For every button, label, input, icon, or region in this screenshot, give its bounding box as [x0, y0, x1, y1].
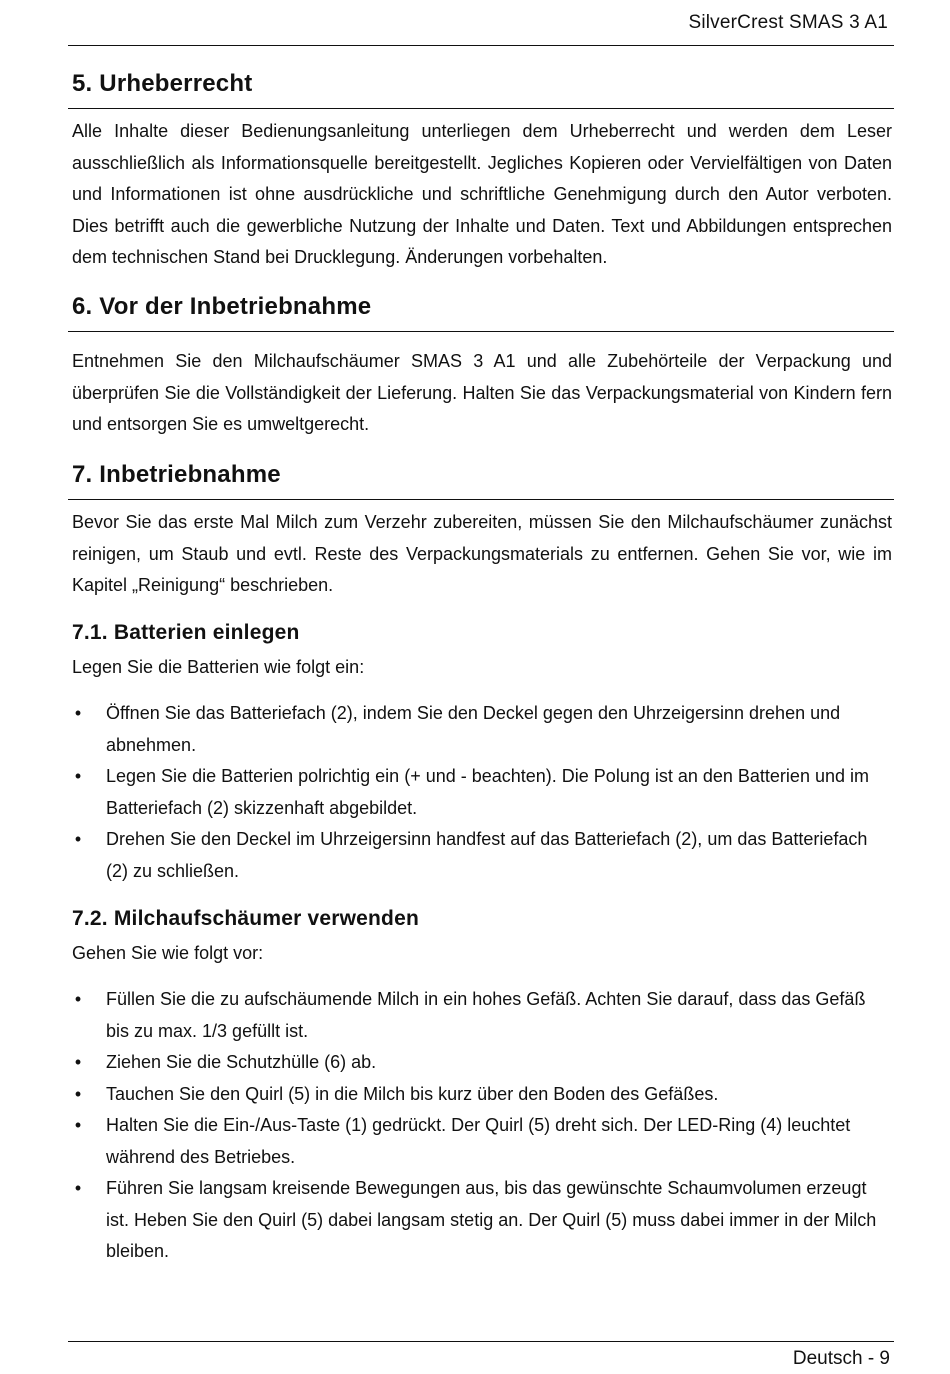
bullet-icon: •: [74, 766, 82, 786]
page-footer: Deutsch - 9: [792, 1348, 890, 1369]
list-item-text: Führen Sie langsam kreisende Bewegungen aus, bis das gewünschte Schaumvolumen erzeugt ist. Heben Sie den Quirl (5) dabei langsam stetig an. Der Quirl (5) muss dabei immer in der Milch bleiben.: [106, 1178, 877, 1261]
list-item-text: Öffnen Sie das Batteriefach (2), indem Sie den Deckel gegen den Uhrzeigersinn drehen und abnehmen.: [106, 703, 841, 755]
bullet-icon: •: [74, 1052, 82, 1072]
list-item-text: Tauchen Sie den Quirl (5) in die Milch bis kurz über den Boden des Gefäßes.: [106, 1083, 719, 1104]
list-item: [72, 761, 892, 824]
section-7-2-heading: 7.2. Milchaufschäumer verwenden: [72, 907, 419, 930]
section-5-body: Alle Inhalte dieser Bedienungsanleitung unterliegen dem Urheberrecht und werden dem Leser ausschließlich als Informationsquelle bereitgestellt. Jegliches Kopieren oder Vervielfältigen von Daten und Informationen ist ohne ausdrückliche und schriftliche Genehmigung durch den Autor verboten. Dies betrifft auch die gewerbliche Nutzung der Inhalte und Daten. Text und Abbildungen entsprechen dem technischen Stand bei Drucklegung. Änderungen vorbehalten.: [72, 121, 892, 267]
section-6-body: Entnehmen Sie den Milchaufschäumer SMAS 3 A1 und alle Zubehörteile der Verpackung und überprüfen Sie die Vollständigkeit der Lieferung. Halten Sie das Verpackungsmaterial von Kindern fern und entsorgen Sie es umweltgerecht.: [72, 351, 892, 434]
list-item: [72, 984, 892, 1047]
bullet-icon: •: [74, 1115, 82, 1135]
section-5-rule: [68, 108, 894, 109]
bullet-icon: •: [74, 1178, 82, 1198]
footer-rule: [68, 1341, 894, 1342]
list-item: [72, 1079, 892, 1111]
section-7-1-heading: 7.1. Batterien einlegen: [72, 621, 300, 644]
list-item-text: Drehen Sie den Deckel im Uhrzeigersinn handfest auf das Batteriefach (2), um das Batteriefach (2) zu schließen.: [106, 829, 868, 881]
bullet-icon: •: [74, 829, 82, 849]
list-item: [72, 1110, 892, 1173]
section-6-rule: [68, 331, 894, 332]
header-rule: [68, 45, 894, 46]
bullet-icon: •: [74, 989, 82, 1009]
list-item-text: Legen Sie die Batterien polrichtig ein (+ und - beachten). Die Polung ist an den Batterien und im Batteriefach (2) skizzenhaft abgebildet.: [106, 766, 869, 818]
section-7-1-intro: Legen Sie die Batterien wie folgt ein:: [72, 657, 365, 677]
bullet-icon: •: [74, 1083, 82, 1104]
section-7-body: Bevor Sie das erste Mal Milch zum Verzehr zubereiten, müssen Sie den Milchaufschäumer zunächst reinigen, um Staub und evtl. Reste des Verpackungsmaterials zu entfernen. Gehen Sie vor, wie im Kapitel „Reinigung“ beschrieben.: [72, 512, 892, 595]
bullet-icon: •: [74, 703, 82, 723]
running-header: SilverCrest SMAS 3 A1: [688, 12, 888, 33]
list-item-text: Füllen Sie die zu aufschäumende Milch in ein hohes Gefäß. Achten Sie darauf, dass das Gefäß bis zu max. 1/3 gefüllt ist.: [106, 989, 866, 1041]
list-item: [72, 824, 892, 887]
list-item: [72, 698, 892, 761]
section-7-2-list: [72, 984, 892, 1268]
list-item-text: Ziehen Sie die Schutzhülle (6) ab.: [106, 1052, 377, 1072]
section-5-heading: 5. Urheberrecht: [72, 70, 253, 97]
list-item-text: Halten Sie die Ein-/Aus-Taste (1) gedrückt. Der Quirl (5) dreht sich. Der LED-Ring (4) leuchtet während des Betriebes.: [106, 1115, 851, 1167]
section-7-2-intro: Gehen Sie wie folgt vor:: [72, 943, 264, 963]
section-6-heading: 6. Vor der Inbetriebnahme: [72, 293, 372, 320]
section-7-1-list: [72, 698, 892, 887]
list-item: [72, 1047, 892, 1079]
section-7-rule: [68, 499, 894, 500]
list-item: [72, 1173, 892, 1268]
section-7-heading: 7. Inbetriebnahme: [72, 461, 281, 488]
